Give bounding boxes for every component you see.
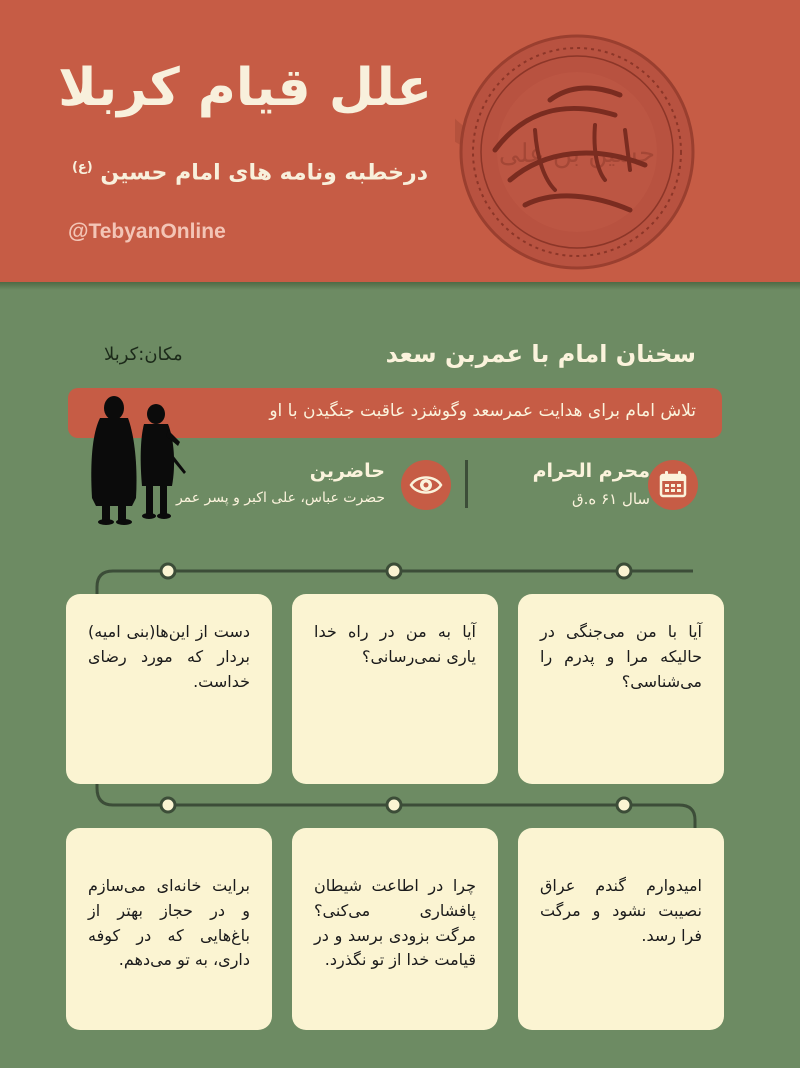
connector-node (387, 564, 401, 578)
quote-text: آیا به من در راه خدا یاری نمی‌رسانی؟ (314, 622, 476, 666)
attendees-title: حاضرین (309, 460, 385, 482)
connector-node (617, 798, 631, 812)
quote-text: برایت خانه‌ای می‌سازم و در حجاز بهتر از باغ‌هایی که در کوفه داری، به تو می‌دهم. (88, 876, 250, 970)
page-title: علل قیام کربلا (58, 58, 432, 118)
date-title: محرم الحرام (532, 460, 650, 482)
connector-node (617, 564, 631, 578)
seal-inscription: حسین بن علی (498, 139, 656, 169)
event-location: مکان:کربلا (104, 344, 183, 365)
connector-node (161, 798, 175, 812)
quote-card (66, 594, 272, 784)
date-subtitle: سال ۶۱ ه.ق (572, 490, 650, 508)
subtitle-text: درخطبه ونامه های امام حسین (100, 160, 428, 186)
quote-text: چرا در اطاعت شیطان پافشاری می‌کنی؟ مرگت بزودی برسد و در قیامت خدا از تو نگذرد. (314, 876, 476, 970)
event-title: سخنان امام با عمربن سعد (385, 340, 696, 368)
connector-node (387, 798, 401, 812)
connector-node (161, 564, 175, 578)
social-handle: @TebyanOnline (68, 220, 226, 243)
quote-text: امیدوارم گندم عراق نصیبت نشود و مرگت فرا رسد. (540, 876, 702, 945)
quote-card (292, 594, 498, 784)
attendees-subtitle: حضرت عباس، علی اکبر و پسر عمر (175, 490, 385, 506)
quote-card (292, 828, 498, 1030)
honorific: (ع) (71, 160, 93, 175)
summary-text: تلاش امام برای هدایت عمرسعد وگوشزد عاقبت جنگیدن با او (269, 401, 696, 421)
quote-card (518, 594, 724, 784)
quote-text: آیا با من می‌جنگی در حالیکه مرا و پدرم را می‌شناسی؟ (540, 622, 702, 691)
quote-card (66, 828, 272, 1030)
quote-card (518, 828, 724, 1030)
quote-text: دست از این‌ها(بنی امیه) بردار که مورد رضای خداست. (88, 622, 250, 691)
